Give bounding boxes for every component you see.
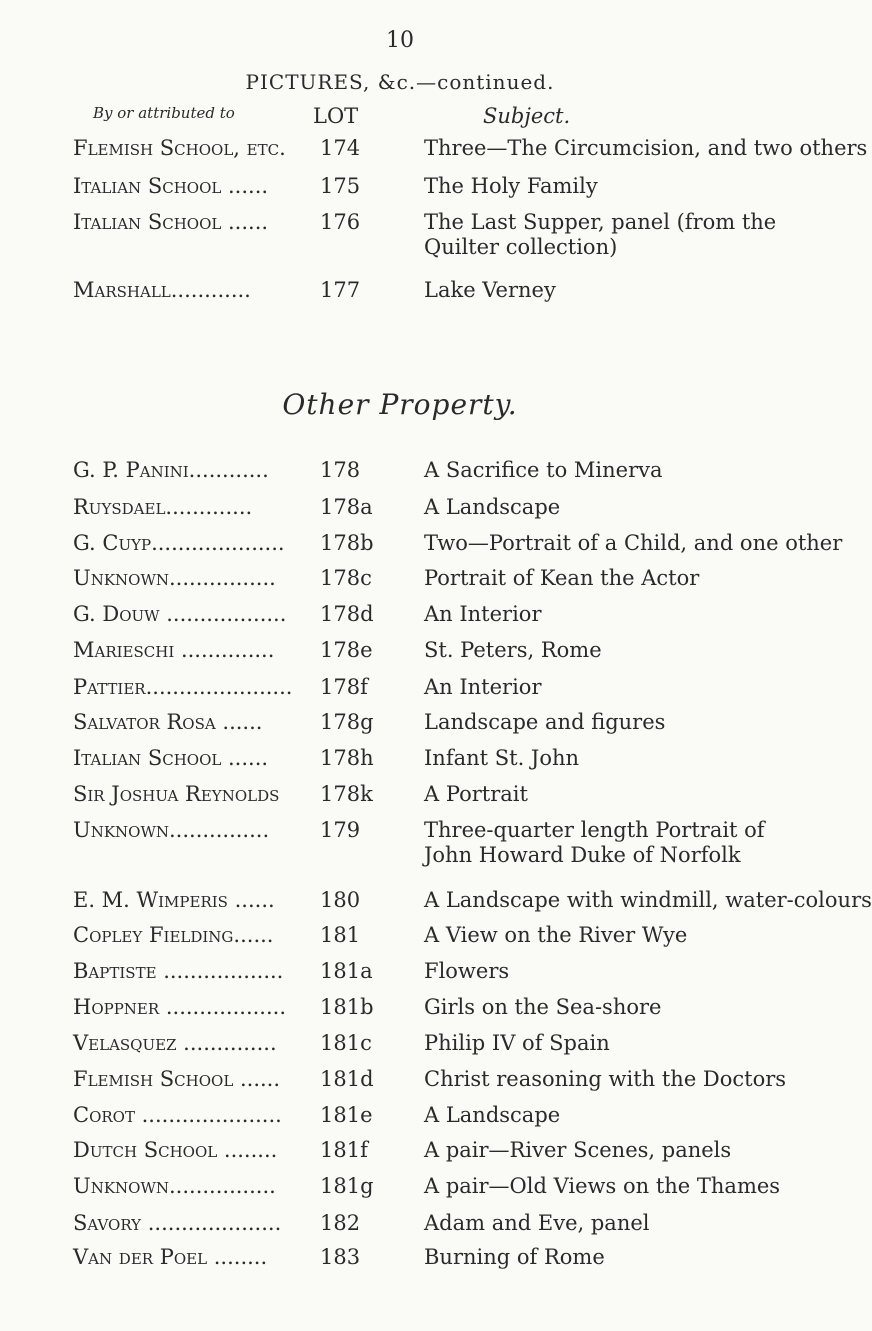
artist-name: G. Cuyp.................... bbox=[73, 531, 285, 555]
subject-text: Infant St. John bbox=[424, 746, 580, 770]
lot-row bbox=[0, 458, 800, 498]
lot-row bbox=[0, 1103, 800, 1143]
artist-name: Ruysdael............. bbox=[73, 495, 253, 519]
artist-name: Sir Joshua Reynolds bbox=[73, 782, 280, 806]
lot-number: 178 bbox=[320, 458, 361, 482]
subject-text: The Holy Family bbox=[424, 174, 598, 198]
subject-text: Three-quarter length Portrait of John Howard Duke of Norfolk bbox=[424, 818, 765, 867]
lot-row bbox=[0, 1245, 800, 1285]
lot-number: 178a bbox=[320, 495, 373, 519]
lot-number: 178b bbox=[320, 531, 374, 555]
lot-row bbox=[0, 1174, 800, 1214]
page-number: 10 bbox=[386, 28, 414, 53]
subject-text: Two—Portrait of a Child, and one other bbox=[424, 531, 843, 555]
artist-name: G. P. Panini............ bbox=[73, 458, 269, 482]
artist-name: Corot ..................... bbox=[73, 1103, 282, 1127]
lot-number: 179 bbox=[320, 818, 361, 842]
lot-number: 181a bbox=[320, 959, 373, 983]
subject-text: A Sacrifice to Minerva bbox=[424, 458, 663, 482]
artist-name: Flemish School ...... bbox=[73, 1067, 281, 1091]
subject-text: A Landscape with windmill, water-colours bbox=[424, 888, 872, 912]
subject-text: Adam and Eve, panel bbox=[424, 1211, 650, 1235]
artist-name: Savory .................... bbox=[73, 1211, 282, 1235]
column-head-lot: LOT bbox=[313, 104, 359, 128]
lot-row bbox=[0, 818, 800, 867]
lot-row bbox=[0, 1138, 800, 1178]
lot-number: 181d bbox=[320, 1067, 374, 1091]
artist-name: Velasquez .............. bbox=[73, 1031, 277, 1055]
lot-row bbox=[0, 174, 800, 214]
column-head-by: By or attributed to bbox=[93, 104, 235, 122]
subject-text: A View on the River Wye bbox=[424, 923, 688, 947]
lot-number: 178d bbox=[320, 602, 374, 626]
lot-number: 178k bbox=[320, 782, 373, 806]
artist-name: Unknown............... bbox=[73, 818, 270, 842]
lot-number: 178e bbox=[320, 638, 373, 662]
lot-number: 181c bbox=[320, 1031, 372, 1055]
subject-text: Three—The Circumcision, and two others bbox=[424, 136, 868, 160]
lot-number: 178f bbox=[320, 675, 368, 699]
subject-text: The Last Supper, panel (from the Quilter collection) bbox=[424, 210, 777, 259]
lot-number: 181 bbox=[320, 923, 361, 947]
lot-number: 181f bbox=[320, 1138, 368, 1162]
artist-name: G. Douw .................. bbox=[73, 602, 287, 626]
artist-name: Flemish School, etc. bbox=[73, 136, 286, 160]
artist-name: Italian School ...... bbox=[73, 210, 269, 234]
lot-row bbox=[0, 495, 800, 535]
artist-name: Copley Fielding...... bbox=[73, 923, 274, 947]
section-heading-other-property: Other Property. bbox=[282, 388, 518, 421]
column-head-subject: Subject. bbox=[483, 104, 571, 128]
subject-text: Lake Verney bbox=[424, 278, 556, 302]
artist-name: E. M. Wimperis ...... bbox=[73, 888, 275, 912]
lot-row bbox=[0, 782, 800, 822]
lot-number: 178h bbox=[320, 746, 374, 770]
lot-row bbox=[0, 959, 800, 999]
lot-row bbox=[0, 675, 800, 715]
lot-number: 177 bbox=[320, 278, 361, 302]
lot-number: 181g bbox=[320, 1174, 374, 1198]
artist-name: Salvator Rosa ...... bbox=[73, 710, 263, 734]
subject-text: A Portrait bbox=[424, 782, 528, 806]
lot-row bbox=[0, 638, 800, 678]
artist-name: Unknown................ bbox=[73, 566, 276, 590]
lot-number: 180 bbox=[320, 888, 361, 912]
lot-number: 181e bbox=[320, 1103, 373, 1127]
subject-text: A Landscape bbox=[424, 1103, 561, 1127]
subject-text: A pair—Old Views on the Thames bbox=[424, 1174, 781, 1198]
subject-text: Christ reasoning with the Doctors bbox=[424, 1067, 787, 1091]
artist-name: Italian School ...... bbox=[73, 746, 269, 770]
artist-name: Italian School ...... bbox=[73, 174, 269, 198]
lot-number: 181b bbox=[320, 995, 374, 1019]
subject-text: A Landscape bbox=[424, 495, 561, 519]
subject-text: Landscape and figures bbox=[424, 710, 666, 734]
lot-row bbox=[0, 136, 868, 176]
artist-name: Marshall............ bbox=[73, 278, 251, 302]
main-heading: PICTURES, &c.—continued. bbox=[245, 70, 555, 94]
lot-row bbox=[0, 995, 800, 1035]
artist-name: Hoppner .................. bbox=[73, 995, 286, 1019]
lot-number: 174 bbox=[320, 136, 361, 160]
lot-number: 178c bbox=[320, 566, 372, 590]
artist-name: Dutch School ........ bbox=[73, 1138, 278, 1162]
subject-text: A pair—River Scenes, panels bbox=[424, 1138, 732, 1162]
lot-row bbox=[0, 1031, 800, 1071]
subject-text: An Interior bbox=[424, 602, 542, 626]
artist-name: Baptiste .................. bbox=[73, 959, 284, 983]
lot-row bbox=[0, 278, 800, 318]
lot-row bbox=[0, 566, 800, 606]
subject-text: Portrait of Kean the Actor bbox=[424, 566, 700, 590]
subject-text: Philip IV of Spain bbox=[424, 1031, 610, 1055]
lot-number: 176 bbox=[320, 210, 361, 234]
lot-number: 182 bbox=[320, 1211, 361, 1235]
subject-text: An Interior bbox=[424, 675, 542, 699]
lot-row bbox=[0, 531, 843, 571]
subject-text: Burning of Rome bbox=[424, 1245, 605, 1269]
artist-name: Marieschi .............. bbox=[73, 638, 275, 662]
lot-row bbox=[0, 710, 800, 750]
lot-row bbox=[0, 888, 872, 928]
lot-number: 183 bbox=[320, 1245, 361, 1269]
lot-number: 178g bbox=[320, 710, 374, 734]
lot-row bbox=[0, 602, 800, 642]
lot-row bbox=[0, 923, 800, 963]
subject-text: Flowers bbox=[424, 959, 510, 983]
lot-number: 175 bbox=[320, 174, 361, 198]
artist-name: Unknown................ bbox=[73, 1174, 276, 1198]
subject-text: Girls on the Sea-shore bbox=[424, 995, 662, 1019]
lot-row bbox=[0, 1067, 800, 1107]
artist-name: Pattier...................... bbox=[73, 675, 293, 699]
artist-name: Van der Poel ........ bbox=[73, 1245, 268, 1269]
lot-row bbox=[0, 210, 800, 259]
lot-row bbox=[0, 746, 800, 786]
subject-text: St. Peters, Rome bbox=[424, 638, 602, 662]
